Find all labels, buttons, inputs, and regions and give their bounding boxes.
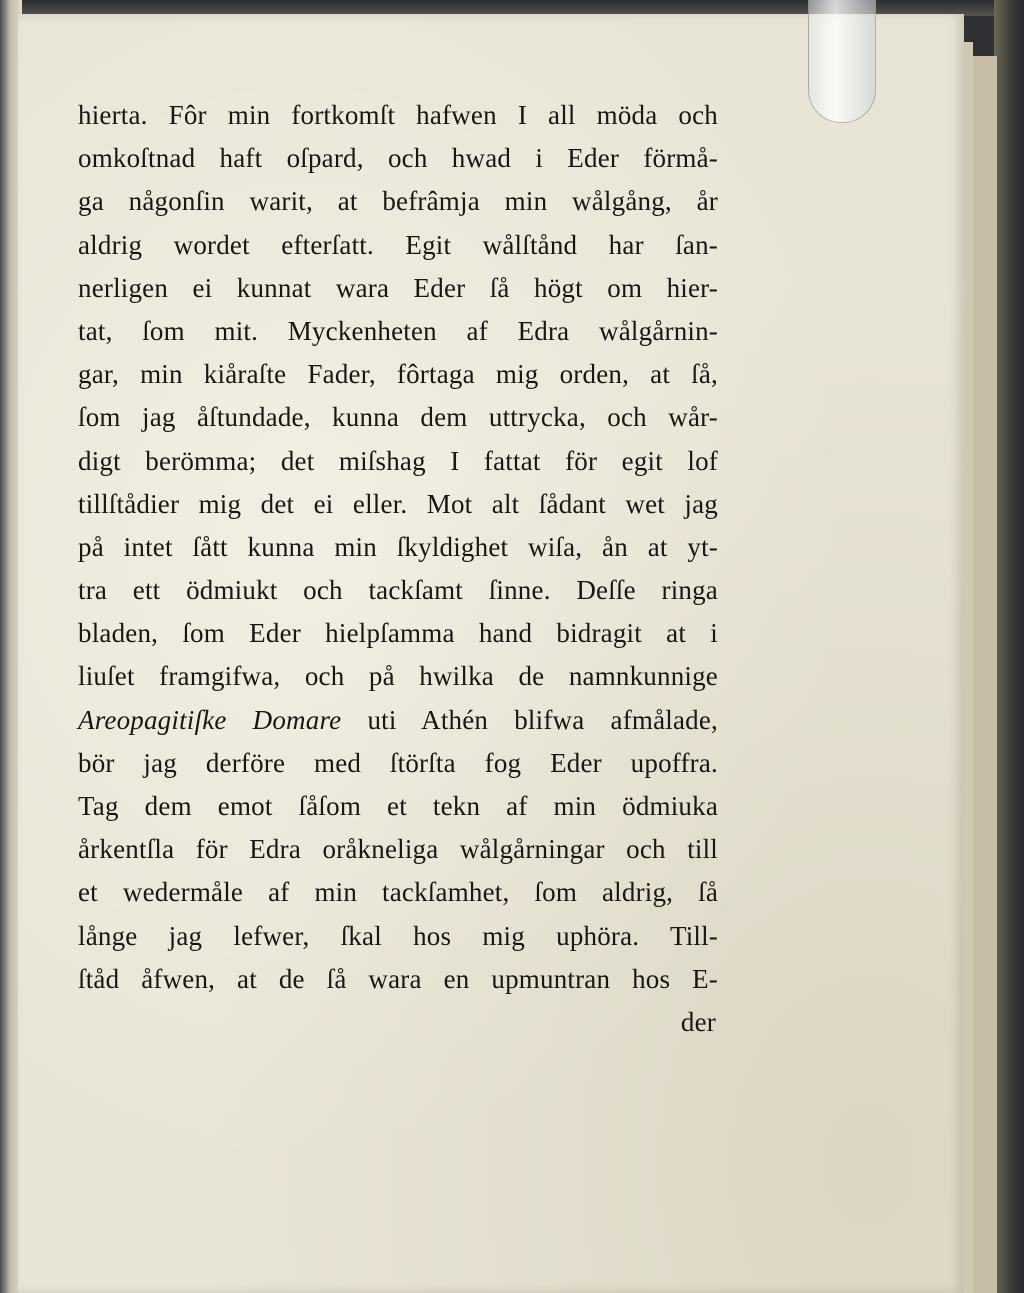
text-line: långe jag lefwer, ſkal hos mig uphöra. Till- — [78, 920, 718, 951]
text-line: bladen, ſom Eder hielpſamma hand bidragit at i — [78, 618, 718, 649]
page-stack-edge — [970, 56, 997, 1293]
text-line: tra ett ödmiukt och tackſamt ſinne. Deſſe ringa — [78, 575, 718, 606]
text-line: et wedermåle af min tackſamhet, ſom aldrig, ſå — [78, 877, 718, 908]
text-line: liuſet framgifwa, och på hwilka de namnkunnige — [78, 661, 718, 692]
text-line: aldrig wordet efterſatt. Egit wålſtånd har ſan- — [78, 229, 718, 260]
text-line: ga någonſin warit, at befrâmja min wålgång, år — [78, 186, 718, 217]
text-line: tat, ſom mit. Myckenheten af Edra wålgårnin- — [78, 315, 718, 346]
text-line: nerligen ei kunnat wara Eder ſå högt om hier- — [78, 272, 718, 303]
text-line-italic-names — [78, 699, 718, 742]
text-line: omkoſtnad haft oſpard, och hwad i Eder förmå- — [78, 143, 718, 174]
text-line: ſtåd åfwen, at de ſå wara en upmuntran hos E- — [78, 963, 718, 994]
text-line: digt berömma; det miſshag I fattat för egit lof — [78, 445, 718, 476]
book-binding — [994, 0, 1024, 1293]
text-line: årkentſla för Edra oråkneliga wålgårningar och till — [78, 834, 718, 865]
text-line: Tag dem emot ſåſom et tekn af min ödmiuka — [78, 791, 718, 821]
text-line: hierta. Fôr min fortkomſt hafwen I all möda och — [78, 100, 718, 130]
text-line: gar, min kiåraſte Fader, fôrtaga mig orden, at ſå, — [78, 359, 718, 390]
italic-term: Areopagitiſke Domare — [78, 704, 342, 735]
text-line: tillſtådier mig det ei eller. Mot alt ſådant wet jag — [78, 488, 718, 519]
text-line: på intet ſått kunna min ſkyldighet wiſa, ån at yt- — [78, 531, 718, 562]
text-line: ſom jag åſtundade, kunna dem uttrycka, och wår- — [78, 402, 718, 433]
catchword: der — [680, 1006, 716, 1037]
text-line-rest: uti Athén blifwa afmålade, — [341, 704, 718, 735]
page-text — [78, 94, 718, 1044]
text-line: bör jag derföre med ſtörſta fog Eder upoffra. — [78, 747, 718, 778]
page-holder-clip — [808, 0, 876, 123]
